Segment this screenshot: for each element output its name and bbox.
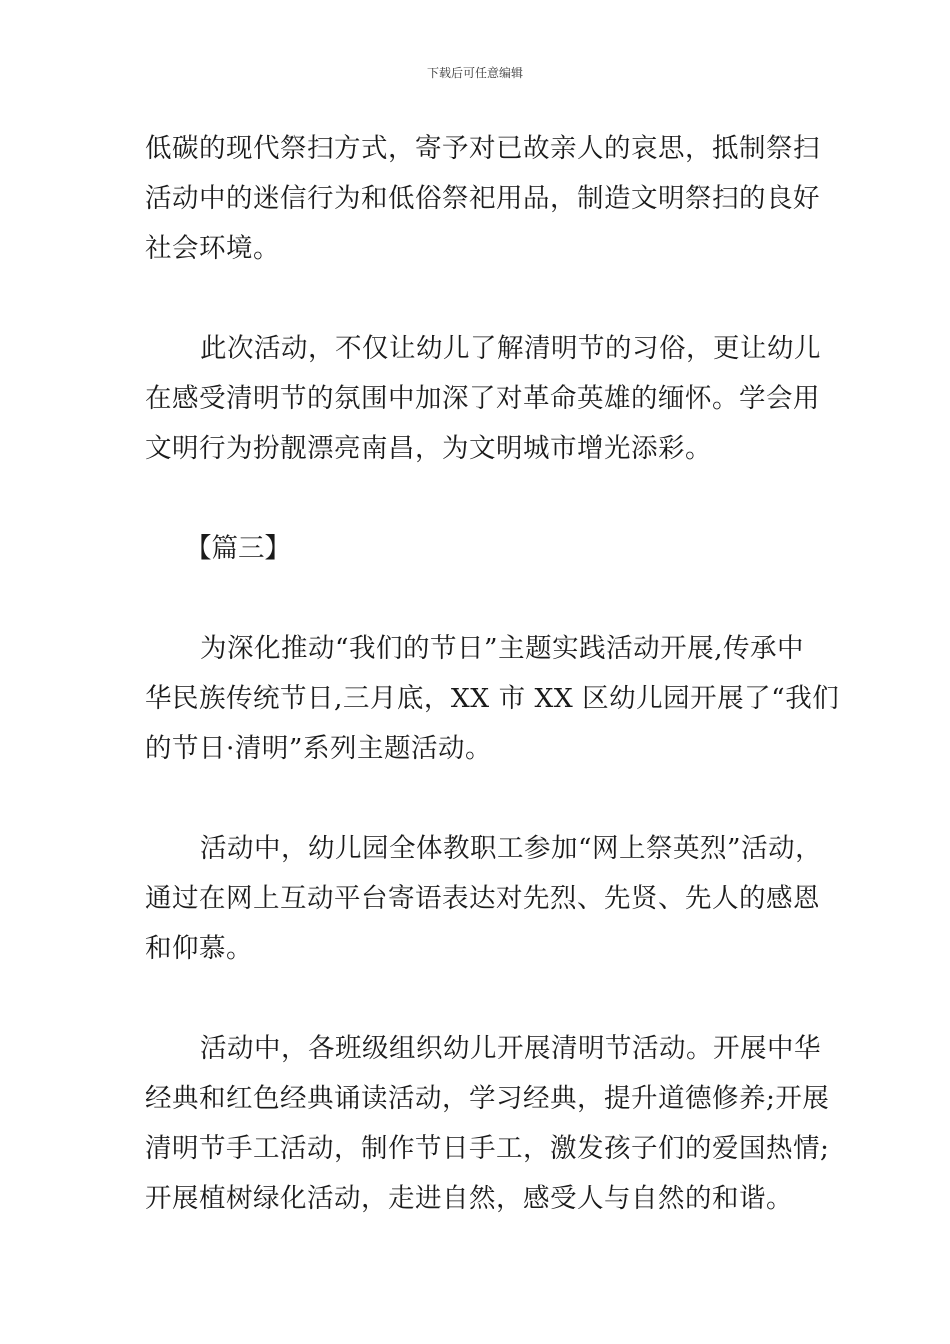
text-line: 活动中，各班级组织幼儿开展清明节活动。开展中华: [200, 1033, 821, 1064]
paragraph-activity-summary: [145, 324, 825, 474]
paragraph-intro: [145, 624, 840, 774]
section-title: 【篇三】: [185, 533, 291, 564]
page-header: 下载后可任意编辑: [426, 66, 523, 80]
text-line: 文明行为扮靓漂亮南昌，为文明城市增光添彩。: [145, 433, 712, 464]
document-body: [145, 124, 840, 1274]
text-line: 通过在网上互动平台寄语表达对先烈、先贤、先人的感恩: [145, 883, 820, 914]
text-line: 开展植树绿化活动，走进自然，感受人与自然的和谐。: [145, 1183, 793, 1214]
text-line: 的节日·清明”系列主题活动。: [145, 733, 492, 764]
text-line: 社会环境。: [145, 233, 280, 264]
paragraph-class-activity: [145, 1024, 830, 1224]
text-line: 低碳的现代祭扫方式，寄予对已故亲人的哀思，抵制祭扫: [145, 133, 820, 164]
text-line: 活动中的迷信行为和低俗祭祀用品，制造文明祭扫的良好: [145, 183, 820, 214]
text-line: 经典和红色经典诵读活动，学习经典，提升道德修养;开展: [145, 1083, 830, 1114]
text-line: 在感受清明节的氛围中加深了对革命英雄的缅怀。学会用: [145, 383, 820, 414]
text-line: 华民族传统节日,三月底，XX 市 XX 区幼儿园开展了“我们: [145, 683, 840, 714]
paragraph-continuation: [145, 124, 825, 274]
text-line: 清明节手工活动，制作节日手工，激发孩子们的爱国热情;: [145, 1133, 830, 1164]
text-line: 活动中，幼儿园全体教职工参加“网上祭英烈”活动，: [200, 833, 823, 864]
text-line: 此次活动，不仅让幼儿了解清明节的习俗，更让幼儿: [200, 333, 821, 364]
text-line: 和仰慕。: [145, 933, 253, 964]
text-line: 为深化推动“我们的节日”主题实践活动开展,传承中: [200, 633, 805, 664]
paragraph-staff-activity: [145, 824, 825, 974]
